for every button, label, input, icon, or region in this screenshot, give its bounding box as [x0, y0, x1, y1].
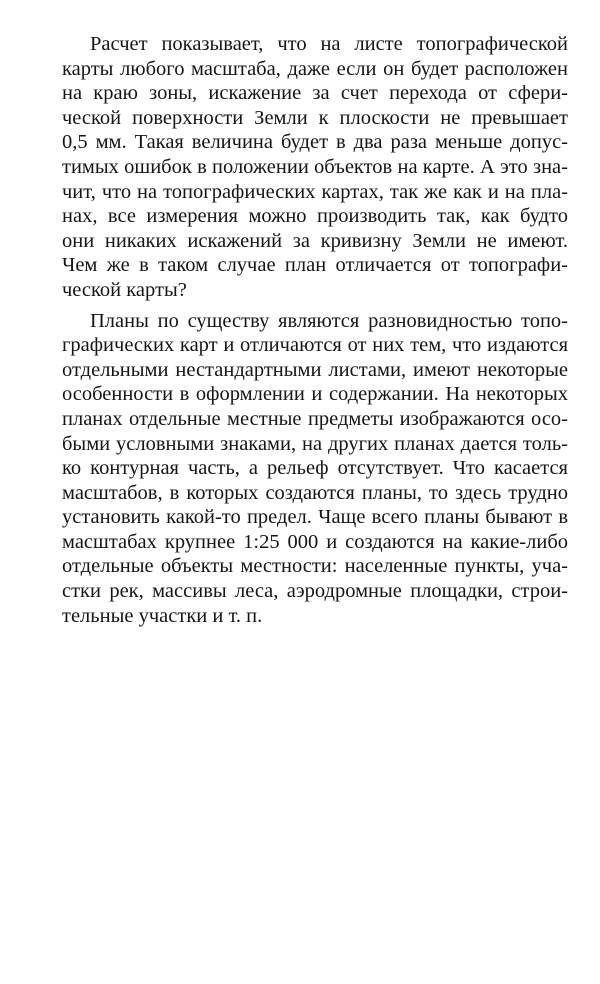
text-line: планах отдельные местные предметы изображаются осо- — [62, 407, 568, 430]
text-line: графических карт и отличаются от них тем, что издаются — [62, 334, 568, 357]
text-line: 0,5 мм. Такая величина будет в два раза меньше допус- — [62, 131, 568, 154]
text-line: стки рек, массивы леса, аэродромные площадки, строи- — [62, 580, 568, 603]
text-line: отдельные объекты местности: населенные пункты, уча- — [62, 555, 568, 578]
paragraph-2 — [62, 309, 568, 629]
text-line: тельные участки и т. п. — [62, 604, 263, 627]
text-line: они никаких искажений за кривизну Земли не имеют. — [62, 229, 568, 252]
text-line: отдельными нестандартными листами, имеют некоторые — [62, 358, 568, 381]
document-page — [62, 32, 568, 634]
text-line: ческой поверхности Земли к плоскости не превышает — [62, 106, 568, 129]
text-line: масштабов, в которых создаются планы, то здесь трудно — [62, 481, 568, 504]
text-line: чит, что на топографических картах, так же как и на пла- — [62, 180, 568, 203]
text-line: ческой карты? — [62, 278, 187, 301]
text-line: быми условными знаками, на других планах дается толь- — [62, 432, 568, 455]
text-line: Чем же в таком случае план отличается от топографи- — [62, 254, 568, 277]
text-line: ко контурная часть, а рельеф отсутствует. Что касается — [62, 457, 568, 480]
text-line: установить какой-то предел. Чаще всего планы бывают в — [62, 506, 568, 529]
text-line: карты любого масштаба, даже если он будет расположен — [62, 57, 568, 80]
text-line: масштабах крупнее 1:25 000 и создаются на какие-либо — [62, 530, 568, 553]
text-line: на краю зоны, искажение за счет перехода от сфери- — [62, 82, 568, 105]
text-line: нах, все измерения можно производить так, как будто — [62, 205, 568, 228]
text-line: особенности в оформлении и содержании. На некоторых — [62, 383, 568, 406]
text-line: Планы по существу являются разновидностью топо- — [90, 309, 568, 332]
text-line: тимых ошибок в положении объектов на карте. А это зна- — [62, 155, 568, 178]
text-line: Расчет показывает, что на листе топографической — [90, 33, 568, 55]
paragraph-1 — [62, 32, 568, 303]
